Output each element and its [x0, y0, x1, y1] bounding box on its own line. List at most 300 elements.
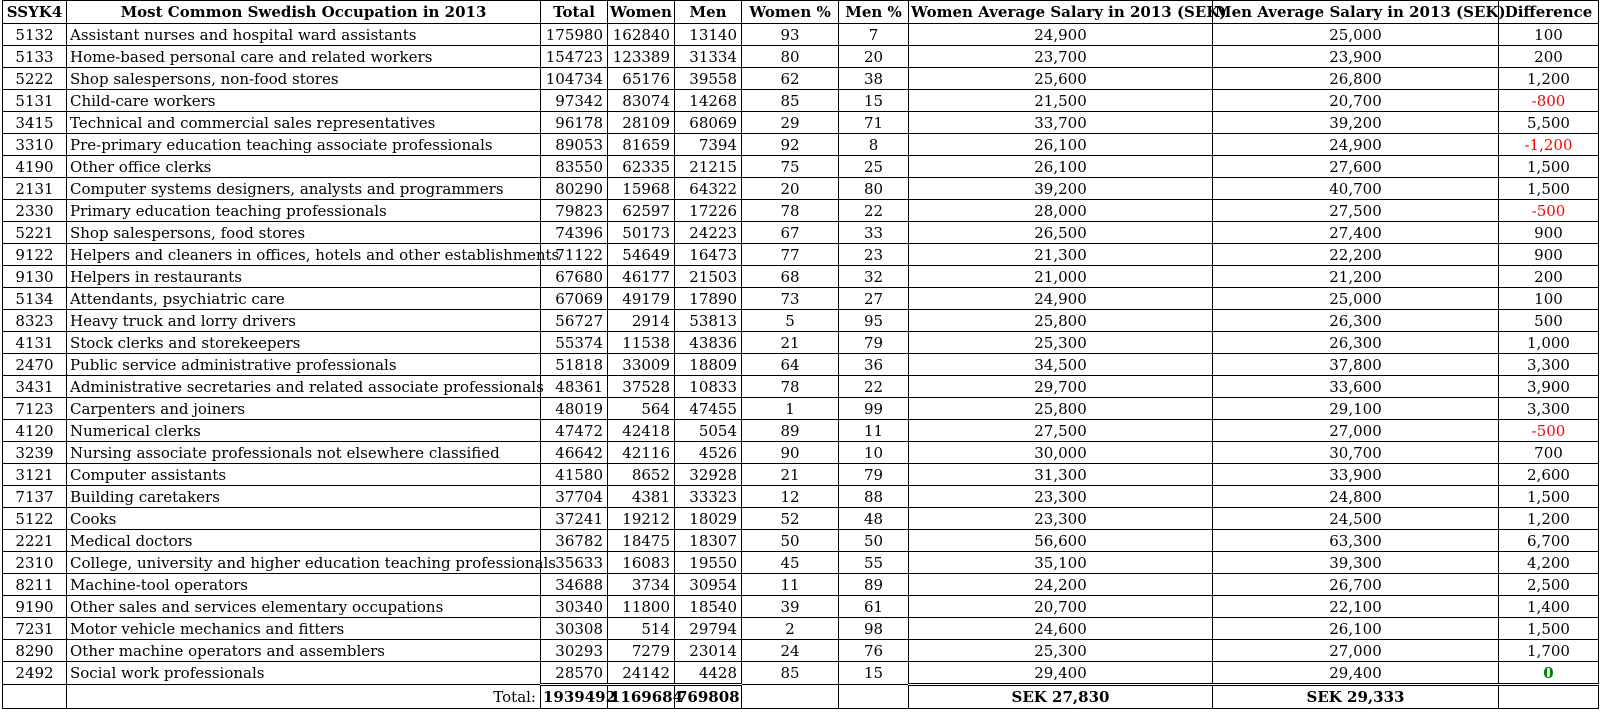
cell-total: 30308 [541, 618, 608, 640]
table-row [3, 354, 1599, 376]
cell-difference: 1,400 [1499, 596, 1599, 618]
cell-total: 30293 [541, 640, 608, 662]
table-row [3, 222, 1599, 244]
cell-women: 2914 [608, 310, 675, 332]
totals-men: 769808 [675, 685, 742, 709]
totals-row [3, 685, 1599, 709]
cell-occupation: Child-care workers [67, 90, 541, 112]
header-men: Men [675, 1, 742, 24]
cell-men: 4428 [675, 662, 742, 685]
cell-occupation: Other office clerks [67, 156, 541, 178]
cell-men-salary: 27,000 [1213, 640, 1499, 662]
table-row [3, 288, 1599, 310]
table-row [3, 156, 1599, 178]
cell-men-salary: 30,700 [1213, 442, 1499, 464]
cell-women-salary: 25,300 [909, 640, 1213, 662]
cell-total: 41580 [541, 464, 608, 486]
table-row [3, 552, 1599, 574]
cell-occupation: Other machine operators and assemblers [67, 640, 541, 662]
cell-occupation: Pre-primary education teaching associate professionals [67, 134, 541, 156]
cell-women-salary: 23,700 [909, 46, 1213, 68]
cell-total: 37241 [541, 508, 608, 530]
cell-women-pct: 77 [742, 244, 839, 266]
cell-men: 5054 [675, 420, 742, 442]
cell-occupation: Carpenters and joiners [67, 398, 541, 420]
cell-difference: 500 [1499, 310, 1599, 332]
cell-difference: 100 [1499, 288, 1599, 310]
cell-men-salary: 26,300 [1213, 332, 1499, 354]
cell-women: 50173 [608, 222, 675, 244]
cell-men-salary: 25,000 [1213, 288, 1499, 310]
totals-total: 1939492 [541, 685, 608, 709]
cell-men: 53813 [675, 310, 742, 332]
cell-women: 83074 [608, 90, 675, 112]
cell-occupation: Nursing associate professionals not elsewhere classified [67, 442, 541, 464]
cell-men-salary: 40,700 [1213, 178, 1499, 200]
cell-women-salary: 30,000 [909, 442, 1213, 464]
table-row [3, 530, 1599, 552]
cell-women-pct: 50 [742, 530, 839, 552]
cell-men-salary: 22,200 [1213, 244, 1499, 266]
cell-women-pct: 90 [742, 442, 839, 464]
header-women-pct: Women % [742, 1, 839, 24]
table-row [3, 68, 1599, 90]
cell-men: 23014 [675, 640, 742, 662]
cell-women-pct: 92 [742, 134, 839, 156]
cell-women-salary: 28,000 [909, 200, 1213, 222]
cell-women-pct: 2 [742, 618, 839, 640]
totals-blank-difference [1499, 685, 1599, 709]
cell-men-salary: 23,900 [1213, 46, 1499, 68]
cell-men-pct: 7 [839, 24, 909, 46]
cell-women: 62335 [608, 156, 675, 178]
cell-men: 33323 [675, 486, 742, 508]
cell-women: 18475 [608, 530, 675, 552]
cell-code: 4120 [3, 420, 67, 442]
cell-women: 28109 [608, 112, 675, 134]
cell-women-salary: 33,700 [909, 112, 1213, 134]
cell-women-pct: 62 [742, 68, 839, 90]
cell-women: 4381 [608, 486, 675, 508]
cell-total: 83550 [541, 156, 608, 178]
cell-code: 3415 [3, 112, 67, 134]
cell-women-pct: 85 [742, 90, 839, 112]
cell-total: 154723 [541, 46, 608, 68]
header-difference: Difference [1499, 1, 1599, 24]
table-row [3, 398, 1599, 420]
table-row [3, 24, 1599, 46]
cell-women-pct: 67 [742, 222, 839, 244]
cell-difference: 900 [1499, 222, 1599, 244]
cell-occupation: Home-based personal care and related workers [67, 46, 541, 68]
cell-women-pct: 93 [742, 24, 839, 46]
cell-total: 48361 [541, 376, 608, 398]
cell-men-salary: 20,700 [1213, 90, 1499, 112]
table-row [3, 200, 1599, 222]
cell-code: 3310 [3, 134, 67, 156]
cell-women-salary: 29,700 [909, 376, 1213, 398]
table-body [3, 24, 1599, 685]
cell-women: 65176 [608, 68, 675, 90]
cell-women: 24142 [608, 662, 675, 685]
header-occupation: Most Common Swedish Occupation in 2013 [67, 1, 541, 24]
cell-code: 9130 [3, 266, 67, 288]
cell-occupation: Computer systems designers, analysts and programmers [67, 178, 541, 200]
cell-women-pct: 89 [742, 420, 839, 442]
cell-difference: 200 [1499, 266, 1599, 288]
cell-occupation: Primary education teaching professionals [67, 200, 541, 222]
cell-total: 104734 [541, 68, 608, 90]
cell-occupation: Motor vehicle mechanics and fitters [67, 618, 541, 640]
cell-difference: 2,600 [1499, 464, 1599, 486]
cell-women-salary: 25,800 [909, 398, 1213, 420]
cell-women: 37528 [608, 376, 675, 398]
cell-men: 29794 [675, 618, 742, 640]
cell-women-salary: 20,700 [909, 596, 1213, 618]
cell-women: 62597 [608, 200, 675, 222]
table-row [3, 596, 1599, 618]
cell-men: 14268 [675, 90, 742, 112]
cell-occupation: Administrative secretaries and related associate professionals [67, 376, 541, 398]
cell-women: 16083 [608, 552, 675, 574]
cell-women-pct: 29 [742, 112, 839, 134]
cell-women-pct: 80 [742, 46, 839, 68]
cell-code: 5222 [3, 68, 67, 90]
totals-women: 1169684 [608, 685, 675, 709]
cell-total: 67069 [541, 288, 608, 310]
cell-men: 47455 [675, 398, 742, 420]
cell-women: 33009 [608, 354, 675, 376]
cell-difference: 5,500 [1499, 112, 1599, 134]
cell-code: 4131 [3, 332, 67, 354]
cell-total: 35633 [541, 552, 608, 574]
cell-code: 2310 [3, 552, 67, 574]
cell-total: 175980 [541, 24, 608, 46]
cell-occupation: Shop salespersons, food stores [67, 222, 541, 244]
cell-total: 28570 [541, 662, 608, 685]
cell-occupation: Computer assistants [67, 464, 541, 486]
header-men-pct: Men % [839, 1, 909, 24]
cell-men-pct: 33 [839, 222, 909, 244]
cell-difference: 1,500 [1499, 156, 1599, 178]
cell-women-pct: 12 [742, 486, 839, 508]
cell-women-pct: 1 [742, 398, 839, 420]
cell-code: 9190 [3, 596, 67, 618]
table-row [3, 178, 1599, 200]
cell-code: 7123 [3, 398, 67, 420]
cell-total: 55374 [541, 332, 608, 354]
cell-women: 123389 [608, 46, 675, 68]
cell-women: 7279 [608, 640, 675, 662]
cell-men: 24223 [675, 222, 742, 244]
cell-women-salary: 21,300 [909, 244, 1213, 266]
cell-men-pct: 15 [839, 90, 909, 112]
cell-total: 56727 [541, 310, 608, 332]
cell-women-salary: 39,200 [909, 178, 1213, 200]
cell-men-salary: 27,500 [1213, 200, 1499, 222]
cell-code: 2131 [3, 178, 67, 200]
cell-men: 68069 [675, 112, 742, 134]
cell-men-pct: 32 [839, 266, 909, 288]
cell-men-pct: 23 [839, 244, 909, 266]
cell-code: 8323 [3, 310, 67, 332]
cell-women-salary: 24,900 [909, 24, 1213, 46]
cell-total: 80290 [541, 178, 608, 200]
cell-men: 17226 [675, 200, 742, 222]
table-row [3, 420, 1599, 442]
cell-women-pct: 45 [742, 552, 839, 574]
table-row [3, 662, 1599, 685]
cell-men-salary: 26,800 [1213, 68, 1499, 90]
cell-women: 3734 [608, 574, 675, 596]
cell-women-pct: 73 [742, 288, 839, 310]
cell-women: 564 [608, 398, 675, 420]
cell-occupation: Heavy truck and lorry drivers [67, 310, 541, 332]
cell-women-salary: 23,300 [909, 508, 1213, 530]
cell-men-salary: 21,200 [1213, 266, 1499, 288]
header-women-salary: Women Average Salary in 2013 (SEK) [909, 1, 1213, 24]
cell-men: 7394 [675, 134, 742, 156]
cell-men: 19550 [675, 552, 742, 574]
cell-difference: 1,500 [1499, 618, 1599, 640]
cell-women: 11800 [608, 596, 675, 618]
cell-difference: -500 [1499, 420, 1599, 442]
totals-blank-code [3, 685, 67, 709]
cell-women-pct: 21 [742, 464, 839, 486]
cell-occupation: Assistant nurses and hospital ward assistants [67, 24, 541, 46]
cell-difference: 1,700 [1499, 640, 1599, 662]
cell-total: 71122 [541, 244, 608, 266]
cell-men: 21503 [675, 266, 742, 288]
header-women: Women [608, 1, 675, 24]
cell-total: 46642 [541, 442, 608, 464]
cell-men-salary: 39,300 [1213, 552, 1499, 574]
table-row [3, 134, 1599, 156]
cell-women-salary: 24,600 [909, 618, 1213, 640]
cell-total: 96178 [541, 112, 608, 134]
cell-occupation: Helpers and cleaners in offices, hotels and other establishments [67, 244, 541, 266]
cell-code: 5221 [3, 222, 67, 244]
cell-women-pct: 75 [742, 156, 839, 178]
cell-women: 42116 [608, 442, 675, 464]
cell-difference: 1,500 [1499, 178, 1599, 200]
cell-difference: 6,700 [1499, 530, 1599, 552]
cell-women-salary: 31,300 [909, 464, 1213, 486]
cell-men-salary: 25,000 [1213, 24, 1499, 46]
cell-occupation: Shop salespersons, non-food stores [67, 68, 541, 90]
cell-men-salary: 27,000 [1213, 420, 1499, 442]
cell-women-pct: 20 [742, 178, 839, 200]
cell-women-salary: 29,400 [909, 662, 1213, 685]
cell-women: 54649 [608, 244, 675, 266]
table-row [3, 486, 1599, 508]
table-row [3, 266, 1599, 288]
cell-women-salary: 25,300 [909, 332, 1213, 354]
cell-difference: 200 [1499, 46, 1599, 68]
cell-men: 21215 [675, 156, 742, 178]
cell-total: 48019 [541, 398, 608, 420]
cell-men-salary: 22,100 [1213, 596, 1499, 618]
cell-difference: 3,900 [1499, 376, 1599, 398]
cell-women: 15968 [608, 178, 675, 200]
cell-women: 81659 [608, 134, 675, 156]
cell-difference: 700 [1499, 442, 1599, 464]
cell-women-salary: 21,000 [909, 266, 1213, 288]
table-row [3, 376, 1599, 398]
cell-difference: 900 [1499, 244, 1599, 266]
cell-men-pct: 48 [839, 508, 909, 530]
cell-men-pct: 10 [839, 442, 909, 464]
cell-women: 42418 [608, 420, 675, 442]
cell-men-pct: 11 [839, 420, 909, 442]
table-row [3, 618, 1599, 640]
cell-men-salary: 63,300 [1213, 530, 1499, 552]
cell-occupation: Attendants, psychiatric care [67, 288, 541, 310]
cell-code: 5133 [3, 46, 67, 68]
cell-men-pct: 36 [839, 354, 909, 376]
cell-men-pct: 61 [839, 596, 909, 618]
cell-total: 97342 [541, 90, 608, 112]
cell-men: 32928 [675, 464, 742, 486]
cell-men: 31334 [675, 46, 742, 68]
header-code: SSYK4 [3, 1, 67, 24]
table-row [3, 574, 1599, 596]
cell-occupation: Medical doctors [67, 530, 541, 552]
table-row [3, 508, 1599, 530]
cell-women: 162840 [608, 24, 675, 46]
cell-men: 13140 [675, 24, 742, 46]
cell-difference: 2,500 [1499, 574, 1599, 596]
header-row [3, 1, 1599, 24]
cell-men-pct: 20 [839, 46, 909, 68]
cell-men: 64322 [675, 178, 742, 200]
cell-men-salary: 29,100 [1213, 398, 1499, 420]
cell-men-pct: 27 [839, 288, 909, 310]
cell-difference: -1,200 [1499, 134, 1599, 156]
cell-total: 37704 [541, 486, 608, 508]
cell-men: 43836 [675, 332, 742, 354]
cell-women: 11538 [608, 332, 675, 354]
cell-code: 8211 [3, 574, 67, 596]
cell-total: 34688 [541, 574, 608, 596]
cell-men-salary: 33,900 [1213, 464, 1499, 486]
cell-women-salary: 23,300 [909, 486, 1213, 508]
cell-code: 4190 [3, 156, 67, 178]
cell-men-salary: 26,300 [1213, 310, 1499, 332]
cell-women: 19212 [608, 508, 675, 530]
cell-women-pct: 85 [742, 662, 839, 685]
cell-difference: 3,300 [1499, 398, 1599, 420]
cell-occupation: Technical and commercial sales representatives [67, 112, 541, 134]
cell-code: 2330 [3, 200, 67, 222]
cell-men: 39558 [675, 68, 742, 90]
cell-men-pct: 22 [839, 200, 909, 222]
cell-men-salary: 24,800 [1213, 486, 1499, 508]
cell-men-pct: 89 [839, 574, 909, 596]
cell-women-pct: 21 [742, 332, 839, 354]
table-row [3, 90, 1599, 112]
cell-women-pct: 11 [742, 574, 839, 596]
cell-code: 5134 [3, 288, 67, 310]
table-row [3, 46, 1599, 68]
cell-men-pct: 76 [839, 640, 909, 662]
cell-total: 47472 [541, 420, 608, 442]
cell-occupation: Machine-tool operators [67, 574, 541, 596]
cell-women-salary: 35,100 [909, 552, 1213, 574]
cell-total: 30340 [541, 596, 608, 618]
cell-code: 3239 [3, 442, 67, 464]
cell-men-salary: 27,400 [1213, 222, 1499, 244]
cell-women-salary: 26,500 [909, 222, 1213, 244]
cell-code: 7231 [3, 618, 67, 640]
cell-occupation: Numerical clerks [67, 420, 541, 442]
cell-difference: 1,000 [1499, 332, 1599, 354]
cell-men-salary: 37,800 [1213, 354, 1499, 376]
cell-difference: 4,200 [1499, 552, 1599, 574]
cell-men: 30954 [675, 574, 742, 596]
cell-men-pct: 15 [839, 662, 909, 685]
cell-men-pct: 79 [839, 464, 909, 486]
cell-men-pct: 22 [839, 376, 909, 398]
cell-men-salary: 29,400 [1213, 662, 1499, 685]
cell-men-pct: 98 [839, 618, 909, 640]
cell-men: 18540 [675, 596, 742, 618]
cell-women: 49179 [608, 288, 675, 310]
cell-women-pct: 68 [742, 266, 839, 288]
cell-men-pct: 25 [839, 156, 909, 178]
cell-difference: 1,200 [1499, 68, 1599, 90]
cell-code: 3431 [3, 376, 67, 398]
cell-women-pct: 64 [742, 354, 839, 376]
table-row [3, 112, 1599, 134]
header-men-salary: Men Average Salary in 2013 (SEK) [1213, 1, 1499, 24]
cell-men-salary: 24,500 [1213, 508, 1499, 530]
cell-women-salary: 25,800 [909, 310, 1213, 332]
cell-difference: 100 [1499, 24, 1599, 46]
cell-occupation: Building caretakers [67, 486, 541, 508]
totals-label: Total: [67, 685, 541, 709]
cell-women-salary: 26,100 [909, 156, 1213, 178]
cell-difference: -500 [1499, 200, 1599, 222]
cell-code: 7137 [3, 486, 67, 508]
cell-men-salary: 26,100 [1213, 618, 1499, 640]
cell-women-pct: 5 [742, 310, 839, 332]
totals-blank-women-pct [742, 685, 839, 709]
cell-difference: -800 [1499, 90, 1599, 112]
table-row [3, 442, 1599, 464]
cell-total: 79823 [541, 200, 608, 222]
cell-men-pct: 99 [839, 398, 909, 420]
cell-men-pct: 88 [839, 486, 909, 508]
cell-men-pct: 79 [839, 332, 909, 354]
cell-men-pct: 55 [839, 552, 909, 574]
cell-women-salary: 21,500 [909, 90, 1213, 112]
cell-women-pct: 78 [742, 376, 839, 398]
cell-women-salary: 25,600 [909, 68, 1213, 90]
cell-total: 51818 [541, 354, 608, 376]
cell-men-pct: 80 [839, 178, 909, 200]
cell-difference: 1,500 [1499, 486, 1599, 508]
cell-men-pct: 50 [839, 530, 909, 552]
cell-women-pct: 39 [742, 596, 839, 618]
cell-code: 8290 [3, 640, 67, 662]
cell-men: 4526 [675, 442, 742, 464]
table-row [3, 640, 1599, 662]
cell-code: 3121 [3, 464, 67, 486]
cell-total: 89053 [541, 134, 608, 156]
cell-code: 2221 [3, 530, 67, 552]
cell-code: 5122 [3, 508, 67, 530]
